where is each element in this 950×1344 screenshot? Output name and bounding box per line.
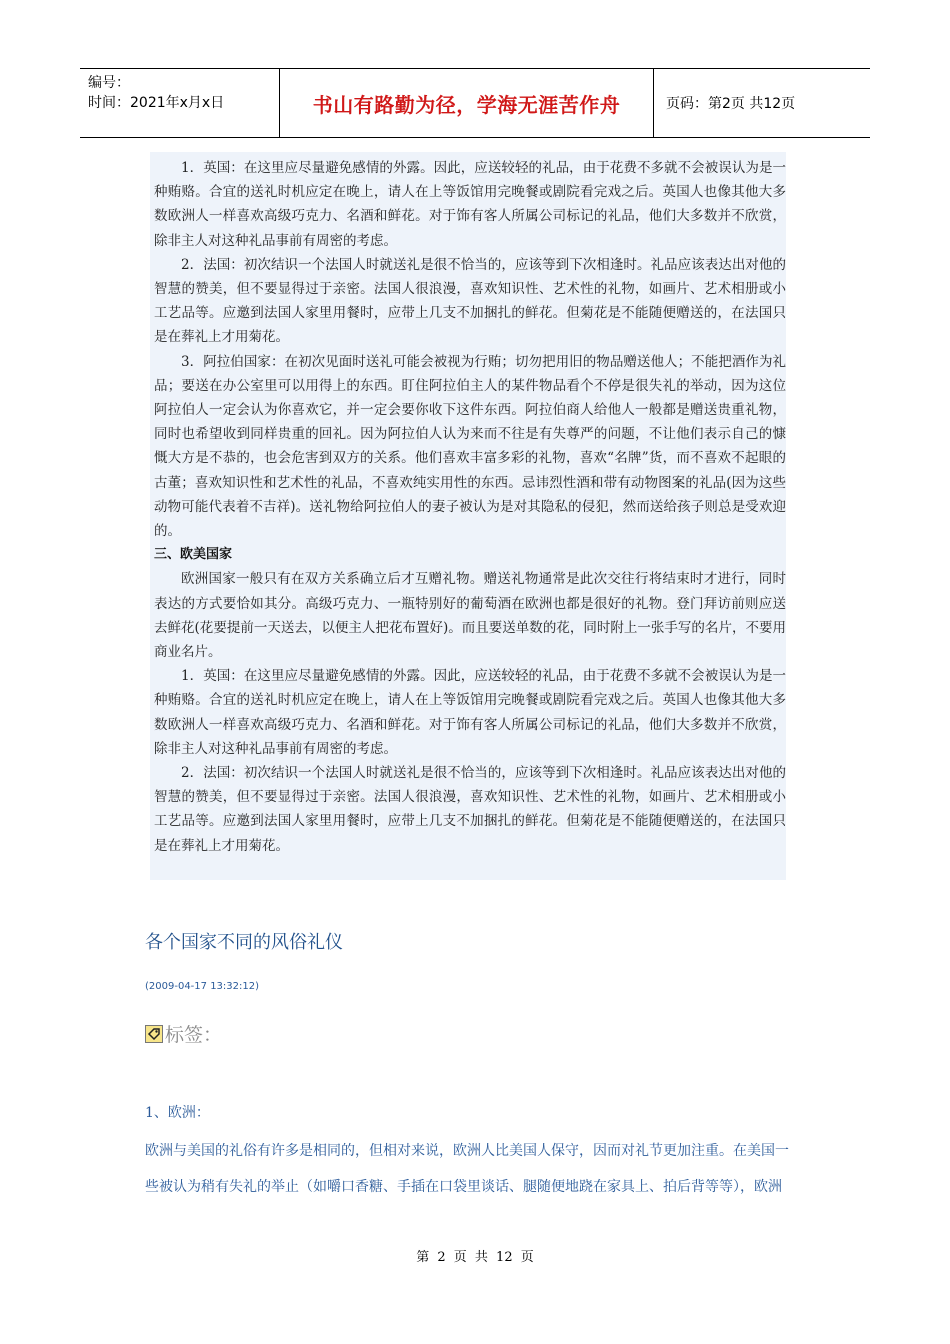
header-meta xyxy=(80,69,280,137)
section-heading: 三、欧美国家 xyxy=(154,547,233,563)
paragraph-europe-intro: 欧洲国家一般只有在双方关系确立后才互赠礼物。赠送礼物通常是此次交往行将结束时才进行，同时表达的方式要恰如其分。高级巧克力、一瓶特别好的葡萄酒在欧洲也都是很好的礼物。登门拜访前则应送去鲜花(花要提前一天送去，以便主人把花布置好)。而且要送单数的花，同时附上一张手写的名片，不要用商业名片。 xyxy=(154,571,786,661)
paragraph-france: 2．法国：初次结识一个法国人时就送礼是很不恰当的，应该等到下次相逢时。礼品应该表达出对他的智慧的赞美，但不要显得过于亲密。法国人很浪漫，喜欢知识性、艺术性的礼物，如画片、艺术相册或小工艺品等。应邀到法国人家里用餐时，应带上几支不加捆扎的鲜花。但菊花是不能随便赠送的，在法国只是在葬礼上才用菊花。 xyxy=(154,256,786,346)
post-title: 各个国家不同的风俗礼仪 xyxy=(145,932,343,953)
tag-icon xyxy=(145,1025,163,1043)
document-time-label: 时间：2021年x月x日 xyxy=(88,95,225,111)
europe-heading: 1、欧洲： xyxy=(145,1105,210,1121)
page-footer: 第 2 页 共 12 页 xyxy=(416,1250,534,1265)
paragraph-uk: 1．英国：在这里应尽量避免感情的外露。因此，应送较轻的礼品，由于花费不多就不会被误认为是一种贿赂。合宜的送礼时机应定在晚上，请人在上等饭馆用完晚餐或剧院看完戏之后。英国人也像其他大多数欧洲人一样喜欢高级巧克力、名酒和鲜花。对于饰有客人所属公司标记的礼品，他们大多数并不欣赏，除非主人对这种礼品事前有周密的考虑。 xyxy=(154,160,786,249)
body-line: 欧洲与美国的礼俗有许多是相同的，但相对来说，欧洲人比美国人保守，因而对礼节更加注重。在美国一 xyxy=(145,1143,789,1159)
page-header xyxy=(80,68,870,138)
tags-label: 标签： xyxy=(165,1024,223,1046)
article-body xyxy=(150,152,786,880)
paragraph-uk-repeat: 1．英国：在这里应尽量避免感情的外露。因此，应送较轻的礼品，由于花费不多就不会被误认为是一种贿赂。合宜的送礼时机应定在晚上，请人在上等饭馆用完晚餐或剧院看完戏之后。英国人也像其他大多数欧洲人一样喜欢高级巧克力、名酒和鲜花。对于饰有客人所属公司标记的礼品，他们大多数并不欣赏，除非主人对这种礼品事前有周密的考虑。 xyxy=(154,668,786,757)
document-number-label: 编号： xyxy=(88,75,130,91)
post-tags xyxy=(145,1020,222,1047)
header-page-number: 页码：第2页 共12页 xyxy=(666,96,796,112)
post-date: (2009-04-17 13:32:12) xyxy=(145,981,260,992)
paragraph-france-repeat: 2．法国：初次结识一个法国人时就送礼是很不恰当的，应该等到下次相逢时。礼品应该表达出对他的智慧的赞美，但不要显得过于亲密。法国人很浪漫，喜欢知识性、艺术性的礼物，如画片、艺术相册或小工艺品等。应邀到法国人家里用餐时，应带上几支不加捆扎的鲜花。但菊花是不能随便赠送的，在法国只是在葬礼上才用菊花。 xyxy=(154,765,786,854)
paragraph-arab: 3．阿拉伯国家：在初次见面时送礼可能会被视为行贿；切勿把用旧的物品赠送他人；不能把酒作为礼品；要送在办公室里可以用得上的东西。盯住阿拉伯主人的某件物品看个不停是很失礼的举动，因为这位阿拉伯人一定会认为你喜欢它，并一定会要你收下这件东西。阿拉伯商人给他人一般都是赠送贵重礼物，同时也希望收到同样贵重的回礼。因为阿拉伯人认为来而不往是有失尊严的问题，不让他们表示自己的慷慨大方是不恭的，也会危害到双方的关系。他们喜欢丰富多彩的礼物，喜欢“名牌”货，而不喜欢不起眼的古董；喜欢知识性和艺术性的礼品，不喜欢纯实用性的东西。忌讳烈性酒和带有动物图案的礼品(因为这些动物可能代表着不吉祥)。送礼物给阿拉伯人的妻子被认为是对其隐私的侵犯，然而送给孩子则总是受欢迎的。 xyxy=(154,353,786,540)
body-line: 些被认为稍有失礼的举止（如嚼口香糖、手插在口袋里谈话、腿随便地跷在家具上、拍后背等等），欧洲 xyxy=(145,1179,782,1195)
header-motto: 书山有路勤为径，学海无涯苦作舟 xyxy=(280,69,654,137)
